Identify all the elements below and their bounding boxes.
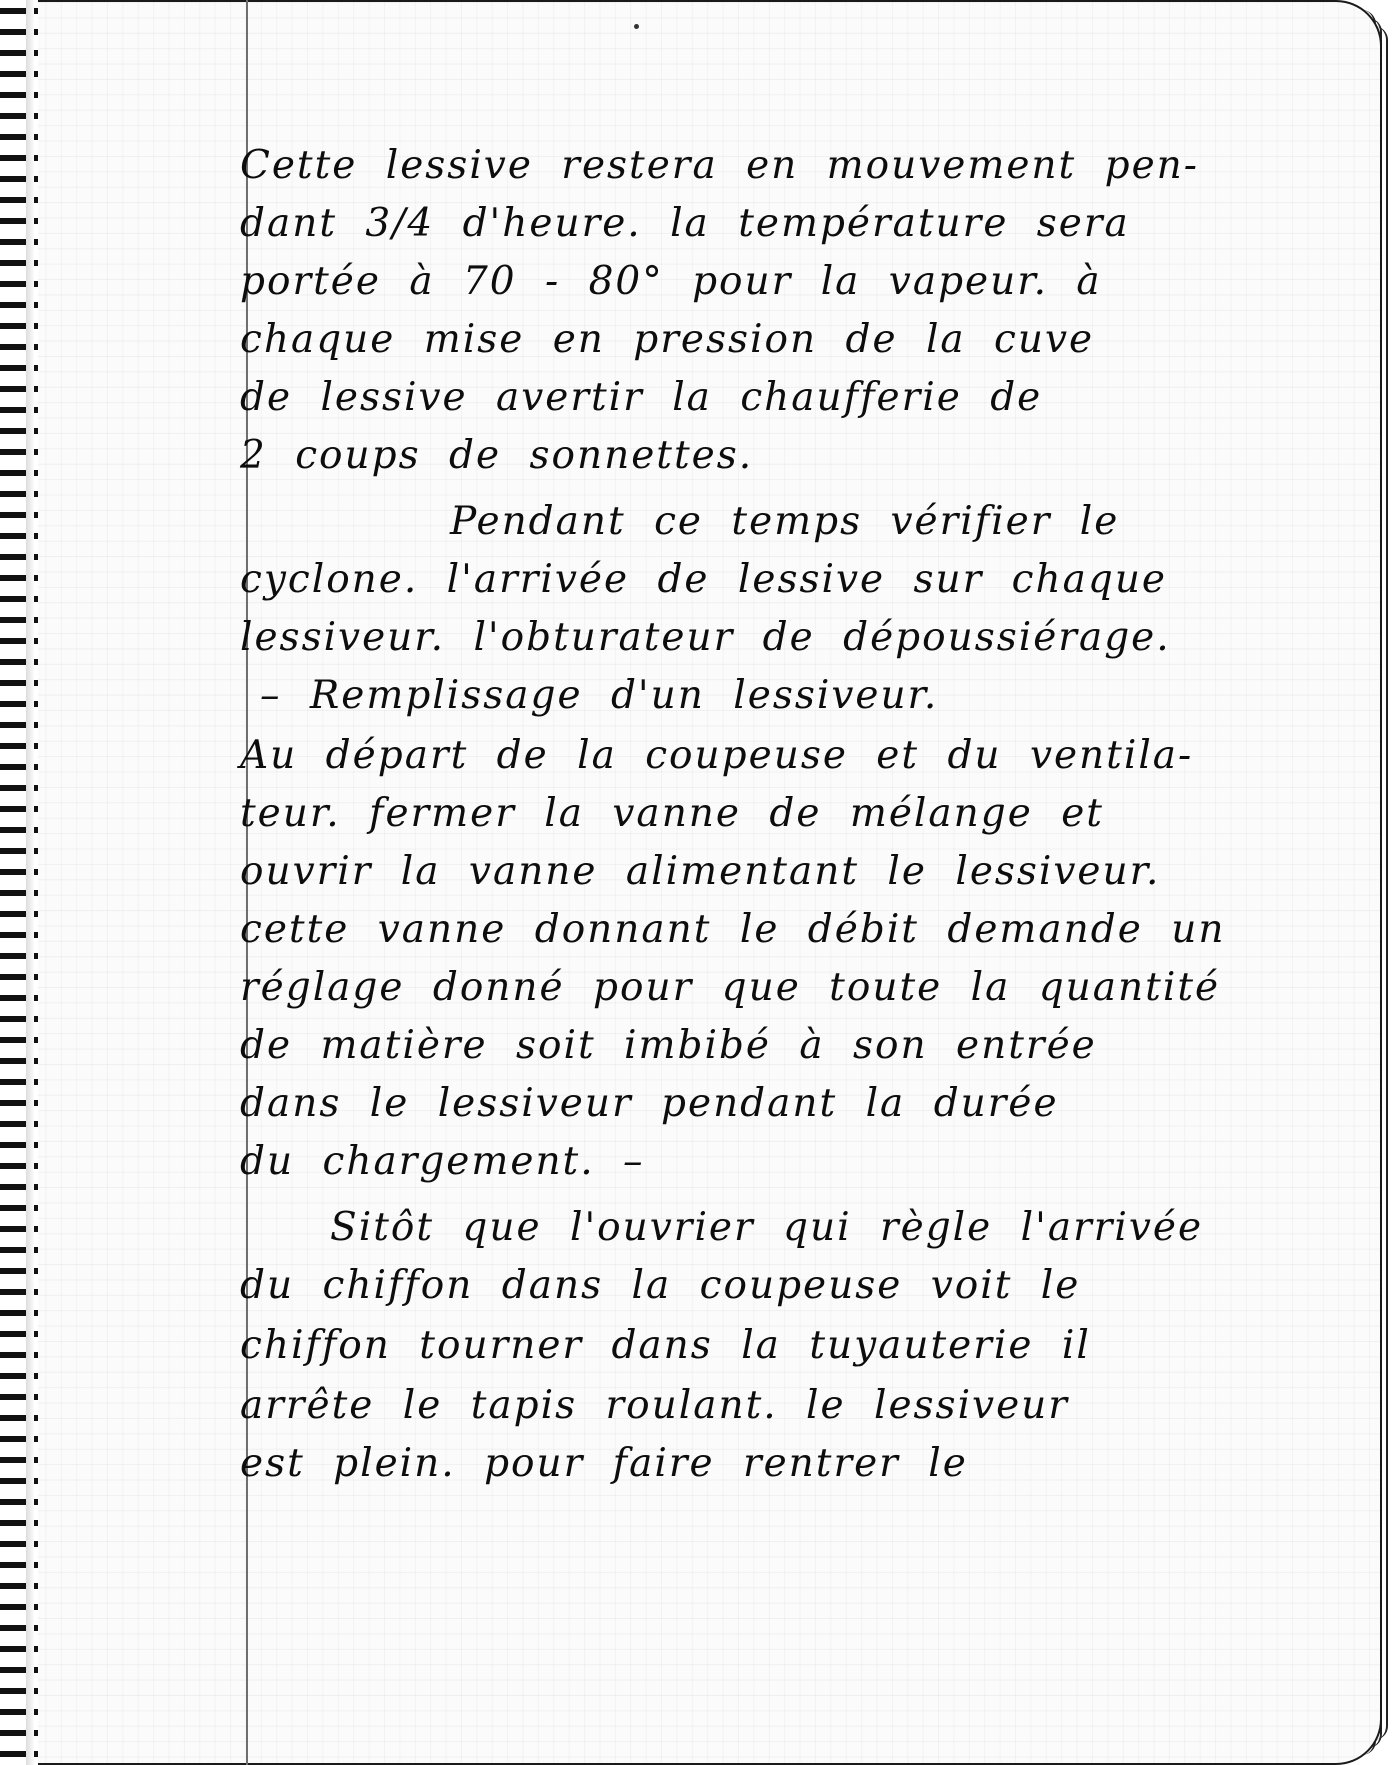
- text-line: ouvrir la vanne alimentant le lessiveur.: [240, 849, 1161, 894]
- text-line: est plein. pour faire rentrer le: [240, 1441, 968, 1486]
- text-line: dans le lessiveur pendant la durée: [240, 1081, 1059, 1126]
- text-line: du chargement. –: [240, 1139, 645, 1184]
- binding-shadow: [26, 0, 34, 1765]
- text-line: 2 coups de sonnettes.: [240, 433, 754, 478]
- text-line: chaque mise en pression de la cuve: [240, 317, 1095, 362]
- text-line: réglage donné pour que toute la quantité: [240, 965, 1221, 1010]
- text-line: portée à 70 - 80° pour la vapeur. à: [240, 259, 1102, 304]
- text-line: de matière soit imbibé à son entrée: [240, 1023, 1097, 1068]
- text-line: teur. fermer la vanne de mélange et: [240, 791, 1104, 836]
- text-line: dant 3/4 d'heure. la température sera: [240, 201, 1130, 246]
- text-line: du chiffon dans la coupeuse voit le: [240, 1263, 1081, 1308]
- text-line: Sitôt que l'ouvrier qui règle l'arrivée: [330, 1205, 1204, 1250]
- text-line: cette vanne donnant le débit demande un: [240, 907, 1226, 952]
- text-line: de lessive avertir la chaufferie de: [240, 375, 1043, 420]
- text-line: Cette lessive restera en mouvement pen-: [240, 143, 1199, 188]
- handwritten-text: [240, 136, 1350, 1616]
- text-line: arrête le tapis roulant. le lessiveur: [240, 1383, 1069, 1428]
- ink-dot: [634, 24, 639, 29]
- text-line: cyclone. l'arrivée de lessive sur chaque: [240, 557, 1168, 602]
- section-heading: – Remplissage d'un lessiveur.: [260, 673, 939, 718]
- text-line: chiffon tourner dans la tuyauterie il: [240, 1323, 1091, 1368]
- text-line: lessiveur. l'obturateur de dépoussiérage.: [240, 615, 1171, 660]
- text-line: Au départ de la coupeuse et du ventila-: [240, 733, 1194, 778]
- text-line: Pendant ce temps vérifier le: [450, 499, 1120, 544]
